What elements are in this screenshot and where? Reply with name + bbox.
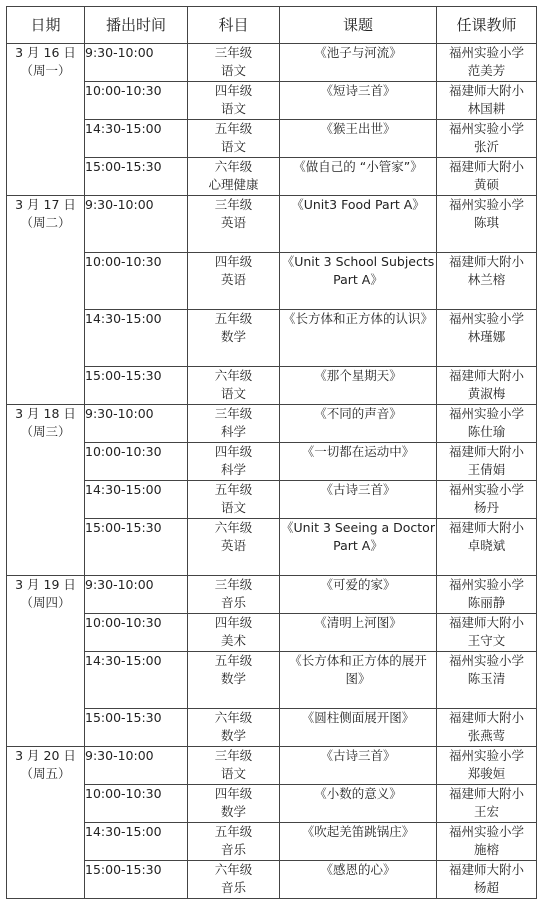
topic-label: 《那个星期天》 (314, 368, 402, 383)
table-row (7, 785, 537, 823)
subject-cell (188, 310, 280, 367)
table-row (7, 310, 537, 367)
teacher-cell (437, 443, 537, 481)
teacher-cell (437, 747, 537, 785)
school-label: 福州实验小学 (448, 45, 524, 60)
school-label: 福建师大附小 (448, 159, 524, 174)
topic-label: 《长方体和正方体的认识》 (282, 311, 433, 326)
teacher-cell (437, 861, 537, 899)
grade-label: 六年级 (214, 520, 253, 535)
table-row (7, 82, 537, 120)
subject-label: 语文 (220, 766, 246, 781)
grade-label: 五年级 (214, 482, 253, 497)
grade-label: 四年级 (214, 615, 253, 630)
table-row (7, 576, 537, 614)
subject-label: 英语 (220, 215, 246, 230)
teacher-cell (437, 785, 537, 823)
broadcast-time: 9:30-10:00 (85, 577, 154, 592)
topic-label: 《吹起羌笛跳锅庄》 (301, 824, 415, 839)
subject-label: 语文 (220, 500, 246, 515)
teacher-cell (437, 196, 537, 253)
teacher-cell (437, 44, 537, 82)
subject-cell (188, 481, 280, 519)
subject-label: 语文 (220, 139, 246, 154)
teacher-name: 陈丽静 (467, 595, 506, 610)
grade-label: 三年级 (214, 197, 253, 212)
school-label: 福建师大附小 (448, 786, 524, 801)
topic-label: 《一切都在运动中》 (301, 444, 415, 459)
date-label: 3 月 16 日 (15, 45, 76, 60)
topic-label: 《Unit 3 School Subjects Part A》 (281, 254, 435, 287)
subject-cell (188, 405, 280, 443)
topic-label: 《可爱的家》 (320, 577, 396, 592)
grade-label: 四年级 (214, 786, 253, 801)
teacher-name: 王守文 (467, 633, 506, 648)
time-cell (85, 785, 188, 823)
time-cell (85, 519, 188, 576)
teacher-cell (437, 576, 537, 614)
subject-label: 英语 (220, 272, 246, 287)
teacher-name: 施榕 (473, 842, 499, 857)
grade-label: 六年级 (214, 862, 253, 877)
broadcast-time: 14:30-15:00 (85, 824, 162, 839)
teacher-name: 张沂 (473, 139, 499, 154)
teacher-name: 林国耕 (467, 101, 506, 116)
school-label: 福建师大附小 (448, 254, 524, 269)
grade-label: 三年级 (214, 45, 253, 60)
table-row (7, 861, 537, 899)
teacher-name: 郑骏姮 (467, 766, 506, 781)
time-cell (85, 310, 188, 367)
time-cell (85, 405, 188, 443)
date-cell (7, 747, 85, 899)
broadcast-time: 10:00-10:30 (85, 83, 162, 98)
subject-cell (188, 576, 280, 614)
time-cell (85, 196, 188, 253)
table-row (7, 196, 537, 253)
broadcast-time: 9:30-10:00 (85, 406, 154, 421)
subject-cell (188, 823, 280, 861)
topic-cell (280, 747, 437, 785)
broadcast-time: 10:00-10:30 (85, 254, 162, 269)
teacher-name: 林瑾娜 (467, 329, 506, 344)
school-label: 福建师大附小 (448, 368, 524, 383)
table-row (7, 481, 537, 519)
date-cell (7, 405, 85, 576)
grade-label: 五年级 (214, 824, 253, 839)
weekday-label: （周五） (20, 766, 71, 781)
time-cell (85, 158, 188, 196)
subject-cell (188, 709, 280, 747)
broadcast-time: 14:30-15:00 (85, 311, 162, 326)
topic-label: 《古诗三首》 (320, 748, 396, 763)
teacher-cell (437, 310, 537, 367)
teacher-cell (437, 253, 537, 310)
topic-label: 《做自己的 “小管家”》 (293, 159, 423, 174)
broadcast-time: 15:00-15:30 (85, 368, 162, 383)
topic-cell (280, 481, 437, 519)
school-label: 福州实验小学 (448, 824, 524, 839)
topic-cell (280, 519, 437, 576)
topic-cell (280, 652, 437, 709)
table-row (7, 443, 537, 481)
topic-label: 《池子与河流》 (314, 45, 402, 60)
subject-label: 科学 (220, 462, 246, 477)
weekday-label: （周四） (20, 595, 71, 610)
header-teacher: 任课教师 (437, 7, 537, 44)
header-time: 播出时间 (85, 7, 188, 44)
school-label: 福州实验小学 (448, 748, 524, 763)
table-row (7, 367, 537, 405)
subject-label: 数学 (220, 671, 246, 686)
teacher-cell (437, 481, 537, 519)
teacher-name: 张燕莺 (467, 728, 506, 743)
topic-cell (280, 196, 437, 253)
date-label: 3 月 18 日 (15, 406, 76, 421)
topic-label: 《Unit3 Food Part A》 (291, 197, 425, 212)
teacher-name: 陈仕瑜 (467, 424, 506, 439)
topic-cell (280, 367, 437, 405)
time-cell (85, 82, 188, 120)
table-row (7, 614, 537, 652)
broadcast-time: 9:30-10:00 (85, 45, 154, 60)
subject-label: 科学 (220, 424, 246, 439)
weekday-label: （周三） (20, 424, 71, 439)
table-row (7, 158, 537, 196)
grade-label: 六年级 (214, 159, 253, 174)
subject-cell (188, 120, 280, 158)
subject-cell (188, 785, 280, 823)
time-cell (85, 576, 188, 614)
subject-cell (188, 44, 280, 82)
grade-label: 四年级 (214, 254, 253, 269)
time-cell (85, 747, 188, 785)
schedule-table (6, 6, 537, 899)
grade-label: 六年级 (214, 368, 253, 383)
subject-label: 音乐 (220, 595, 246, 610)
topic-cell (280, 44, 437, 82)
teacher-name: 王宏 (473, 804, 499, 819)
time-cell (85, 443, 188, 481)
table-row (7, 652, 537, 709)
time-cell (85, 44, 188, 82)
broadcast-time: 14:30-15:00 (85, 482, 162, 497)
teacher-cell (437, 405, 537, 443)
teacher-cell (437, 709, 537, 747)
topic-label: 《圆柱侧面展开图》 (301, 710, 415, 725)
time-cell (85, 652, 188, 709)
subject-cell (188, 861, 280, 899)
time-cell (85, 823, 188, 861)
teacher-name: 卓晓斌 (467, 538, 506, 553)
teacher-cell (437, 519, 537, 576)
header-row (7, 7, 537, 44)
school-label: 福州实验小学 (448, 311, 524, 326)
subject-label: 数学 (220, 329, 246, 344)
date-label: 3 月 19 日 (15, 577, 76, 592)
date-cell (7, 196, 85, 405)
teacher-cell (437, 120, 537, 158)
broadcast-time: 10:00-10:30 (85, 786, 162, 801)
topic-label: 《猴王出世》 (320, 121, 396, 136)
table-row (7, 120, 537, 158)
subject-label: 语文 (220, 386, 246, 401)
date-cell (7, 44, 85, 196)
grade-label: 三年级 (214, 577, 253, 592)
grade-label: 三年级 (214, 748, 253, 763)
broadcast-time: 9:30-10:00 (85, 197, 154, 212)
date-label: 3 月 20 日 (15, 748, 76, 763)
topic-label: 《感恩的心》 (320, 862, 396, 877)
weekday-label: （周一） (20, 63, 71, 78)
grade-label: 六年级 (214, 710, 253, 725)
subject-label: 心理健康 (208, 177, 259, 192)
subject-label: 语文 (220, 101, 246, 116)
topic-label: 《小数的意义》 (314, 786, 402, 801)
subject-cell (188, 82, 280, 120)
topic-cell (280, 82, 437, 120)
school-label: 福州实验小学 (448, 406, 524, 421)
topic-label: 《长方体和正方体的展开图》 (289, 653, 427, 686)
date-cell (7, 576, 85, 747)
broadcast-time: 10:00-10:30 (85, 444, 162, 459)
teacher-name: 黄硕 (473, 177, 499, 192)
grade-label: 五年级 (214, 121, 253, 136)
broadcast-time: 15:00-15:30 (85, 520, 162, 535)
subject-cell (188, 253, 280, 310)
subject-cell (188, 158, 280, 196)
topic-label: 《短诗三首》 (320, 83, 396, 98)
subject-cell (188, 519, 280, 576)
topic-cell (280, 253, 437, 310)
teacher-cell (437, 367, 537, 405)
subject-cell (188, 614, 280, 652)
school-label: 福建师大附小 (448, 444, 524, 459)
date-label: 3 月 17 日 (15, 197, 76, 212)
school-label: 福州实验小学 (448, 197, 524, 212)
time-cell (85, 861, 188, 899)
broadcast-time: 15:00-15:30 (85, 159, 162, 174)
broadcast-time: 15:00-15:30 (85, 862, 162, 877)
subject-cell (188, 196, 280, 253)
topic-cell (280, 823, 437, 861)
table-row (7, 44, 537, 82)
time-cell (85, 709, 188, 747)
topic-label: 《不同的声音》 (314, 406, 402, 421)
school-label: 福建师大附小 (448, 710, 524, 725)
subject-cell (188, 443, 280, 481)
teacher-name: 杨丹 (473, 500, 499, 515)
broadcast-time: 15:00-15:30 (85, 710, 162, 725)
school-label: 福建师大附小 (448, 83, 524, 98)
header-subject: 科目 (188, 7, 280, 44)
subject-cell (188, 367, 280, 405)
table-row (7, 519, 537, 576)
teacher-name: 陈玉清 (467, 671, 506, 686)
school-label: 福建师大附小 (448, 862, 524, 877)
table-row (7, 747, 537, 785)
time-cell (85, 367, 188, 405)
time-cell (85, 253, 188, 310)
teacher-name: 范美芳 (467, 63, 506, 78)
topic-label: 《Unit 3 Seeing a Doctor Part A》 (281, 520, 435, 553)
broadcast-time: 9:30-10:00 (85, 748, 154, 763)
subject-label: 音乐 (220, 880, 246, 895)
topic-cell (280, 158, 437, 196)
subject-label: 语文 (220, 63, 246, 78)
teacher-name: 林兰榕 (467, 272, 506, 287)
topic-label: 《古诗三首》 (320, 482, 396, 497)
grade-label: 五年级 (214, 311, 253, 326)
time-cell (85, 120, 188, 158)
subject-label: 数学 (220, 804, 246, 819)
topic-cell (280, 120, 437, 158)
grade-label: 四年级 (214, 444, 253, 459)
schedule-body (7, 44, 537, 899)
weekday-label: （周二） (20, 215, 71, 230)
school-label: 福州实验小学 (448, 482, 524, 497)
school-label: 福建师大附小 (448, 615, 524, 630)
table-row (7, 253, 537, 310)
broadcast-time: 14:30-15:00 (85, 121, 162, 136)
topic-cell (280, 709, 437, 747)
topic-cell (280, 405, 437, 443)
header-date: 日期 (7, 7, 85, 44)
grade-label: 三年级 (214, 406, 253, 421)
teacher-cell (437, 614, 537, 652)
table-row (7, 405, 537, 443)
topic-cell (280, 576, 437, 614)
school-label: 福州实验小学 (448, 653, 524, 668)
topic-cell (280, 443, 437, 481)
table-row (7, 823, 537, 861)
teacher-cell (437, 158, 537, 196)
topic-cell (280, 785, 437, 823)
header-topic: 课题 (280, 7, 437, 44)
broadcast-time: 14:30-15:00 (85, 653, 162, 668)
subject-label: 美术 (220, 633, 246, 648)
subject-label: 英语 (220, 538, 246, 553)
topic-cell (280, 861, 437, 899)
teacher-name: 黄淑梅 (467, 386, 506, 401)
subject-cell (188, 652, 280, 709)
broadcast-time: 10:00-10:30 (85, 615, 162, 630)
topic-label: 《清明上河图》 (314, 615, 402, 630)
teacher-name: 陈琪 (473, 215, 499, 230)
school-label: 福州实验小学 (448, 121, 524, 136)
time-cell (85, 614, 188, 652)
teacher-cell (437, 823, 537, 861)
teacher-cell (437, 82, 537, 120)
grade-label: 四年级 (214, 83, 253, 98)
table-row (7, 709, 537, 747)
teacher-name: 杨超 (473, 880, 499, 895)
teacher-name: 王倩娟 (467, 462, 506, 477)
subject-cell (188, 747, 280, 785)
time-cell (85, 481, 188, 519)
subject-label: 数学 (220, 728, 246, 743)
school-label: 福建师大附小 (448, 520, 524, 535)
topic-cell (280, 614, 437, 652)
teacher-cell (437, 652, 537, 709)
school-label: 福州实验小学 (448, 577, 524, 592)
grade-label: 五年级 (214, 653, 253, 668)
topic-cell (280, 310, 437, 367)
subject-label: 音乐 (220, 842, 246, 857)
